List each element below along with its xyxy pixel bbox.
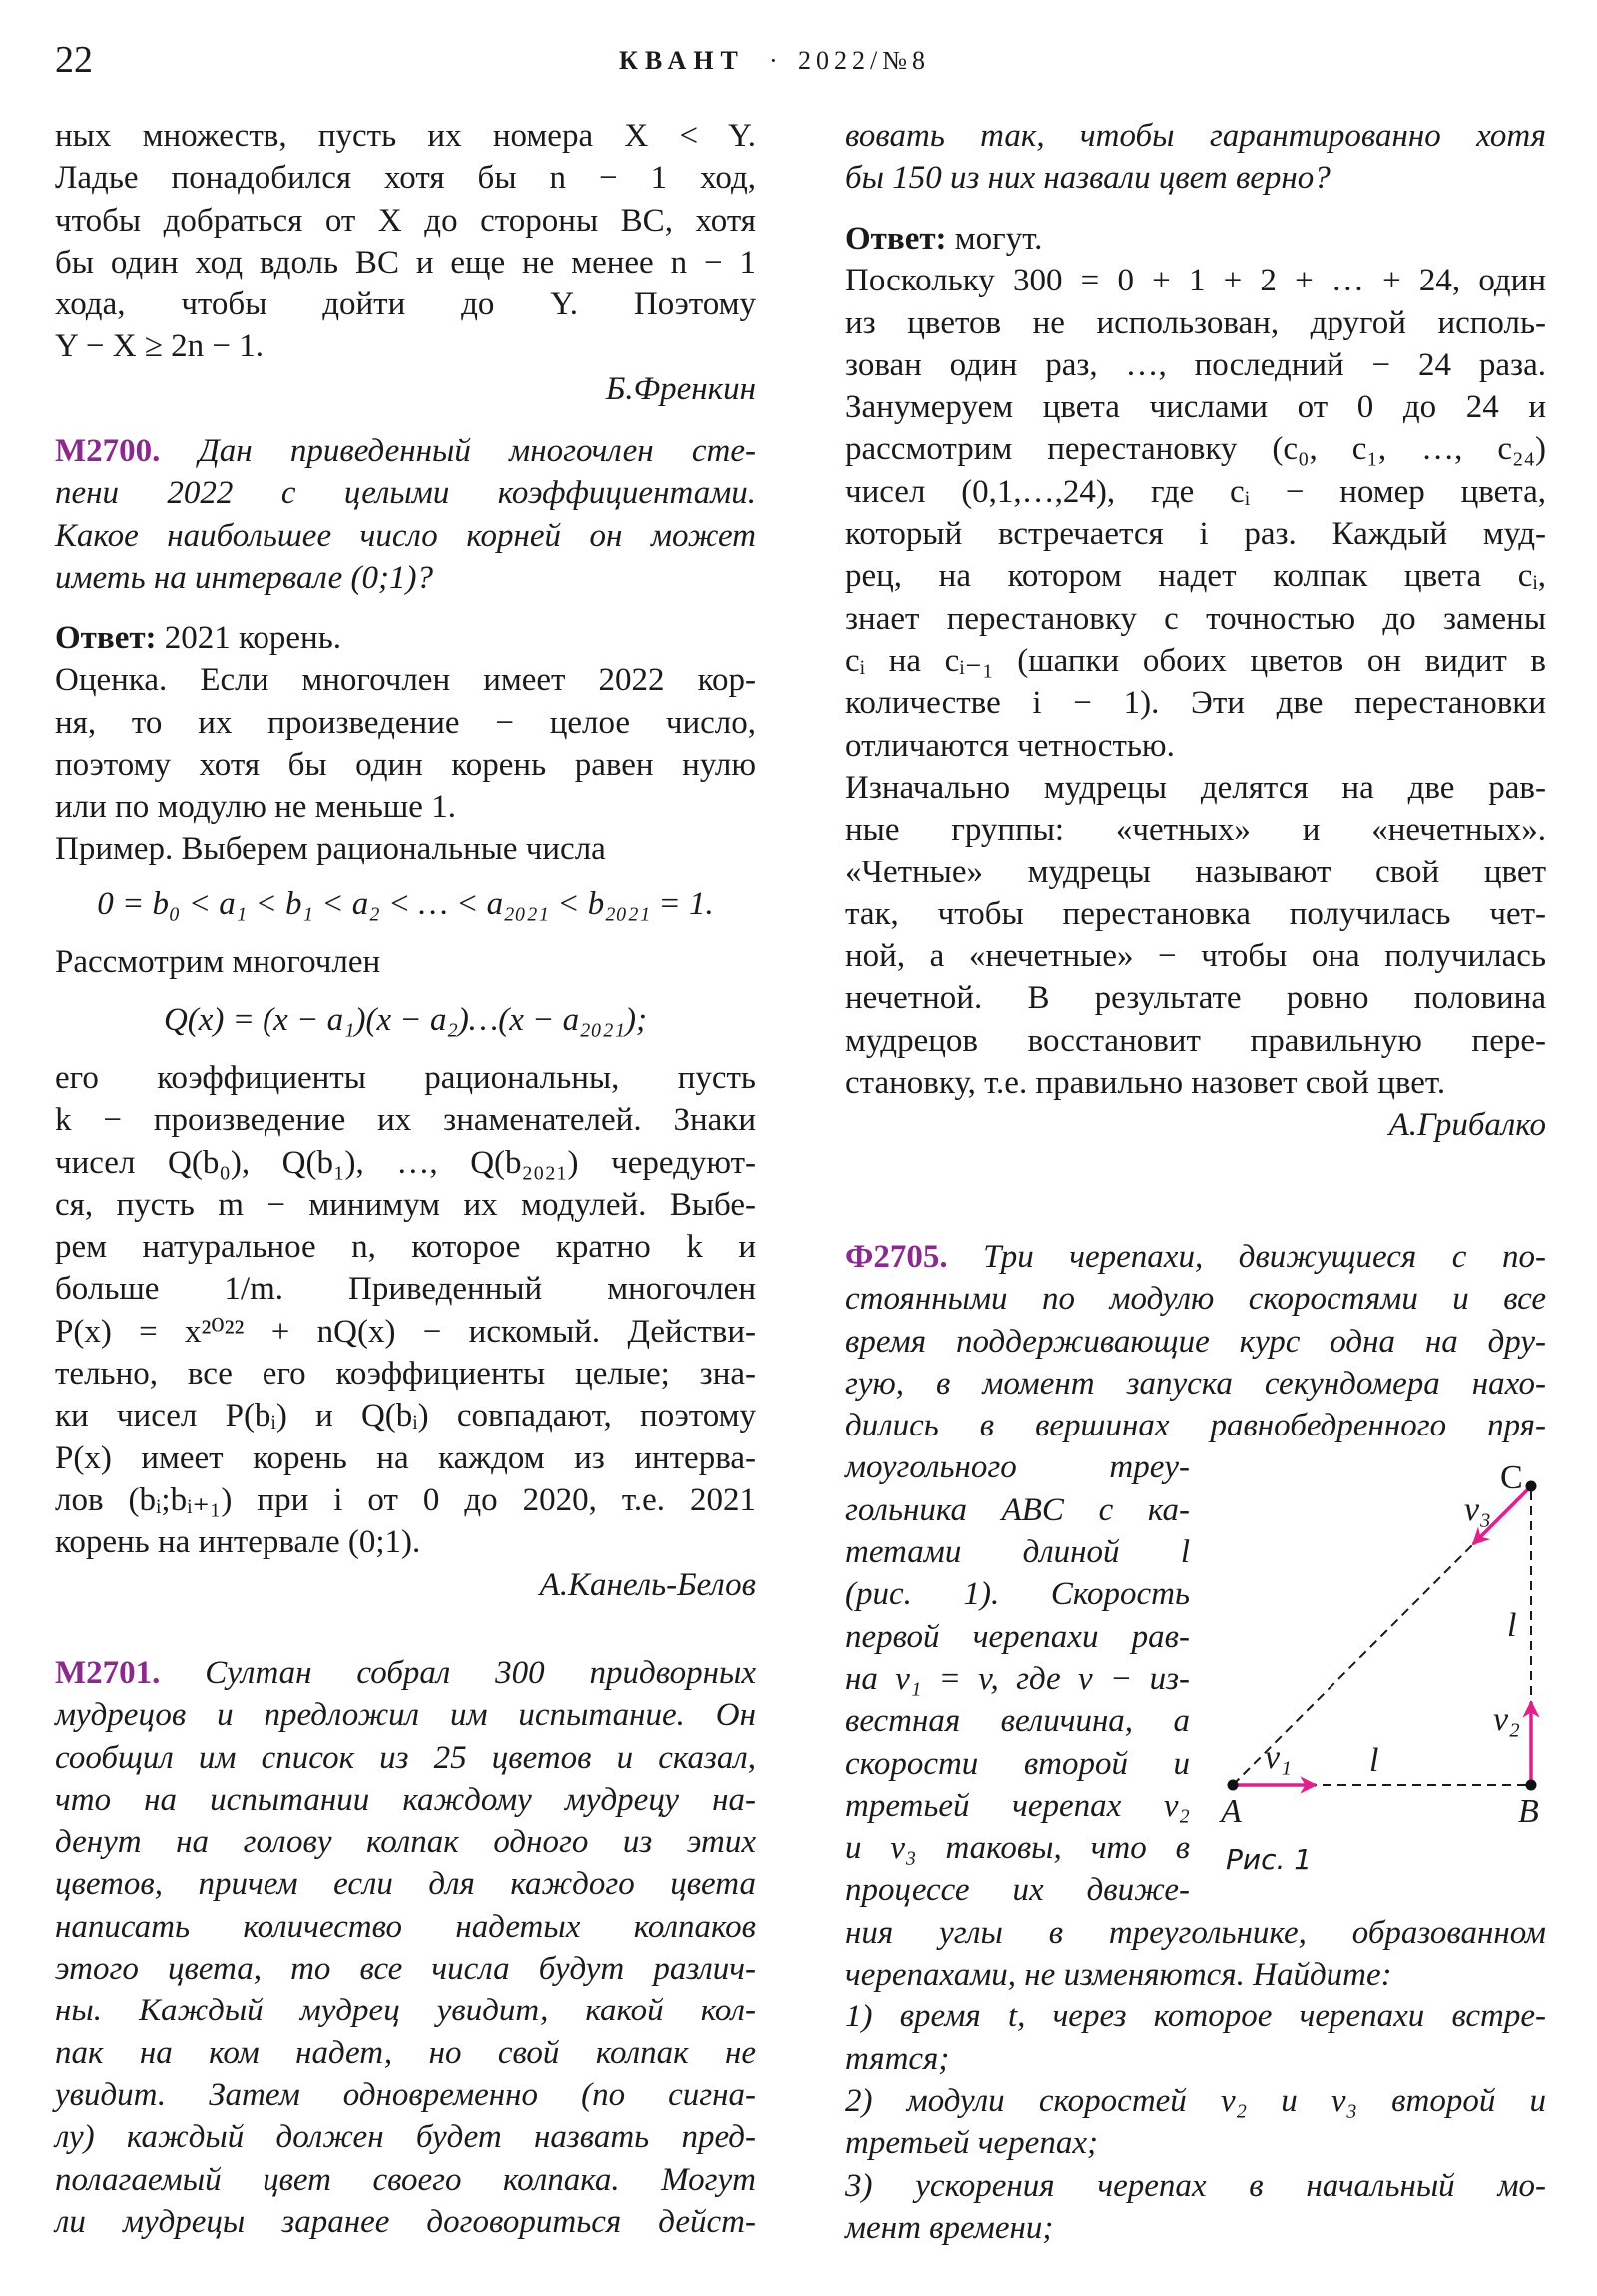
text-line: нечетной. В результате ровно половина [845,980,1546,1017]
text-line: пени 2022 с целыми коэффициентами. [55,475,756,512]
text-line: Ладье понадобился хотя бы n − 1 ход, [55,160,756,197]
text-line: мудрецов восстановит правильную пере- [845,1022,1546,1059]
text-line: знает перестановку с точностью до замены [845,600,1546,637]
problem-id-m2701: М2701. [55,1655,161,1691]
problem-m2700-solution [55,617,756,870]
text-line: черепахами, не изменяются. Найдите: [845,1957,1392,1994]
formula-ordering: 0 = b₀ < a₁ < b₁ < a₂ < … < a₂₀₂₁ < b₂₀₂₁ = 1. [97,886,714,922]
text-line: дились в вершинах равнобедренного пря- [845,1408,1546,1444]
text-line: что на испытании каждому мудрецу на- [55,1781,756,1818]
text-line: моугольного треу- [845,1449,1190,1486]
text-line: мудрецов и предложил им испытание. Он [55,1697,756,1734]
text-line: Оценка. Если многочлен имеет 2022 кор- [55,662,756,699]
narrow-text-beside-figure [845,1446,1190,1911]
text-line: становку, т.е. правильно назовет свой цвет. [845,1065,1446,1102]
answer-label: Ответ: [845,221,947,257]
issue-number: 2022/№8 [798,46,931,75]
text-line: скорости второй и [845,1745,1190,1782]
vertex-b-dot [1526,1780,1537,1791]
question-3: 3) ускорения черепах в начальный мо- [845,2167,1546,2204]
vertex-a-label: A [1221,1793,1242,1830]
problem-id-f2705: Ф2705. [845,1239,948,1275]
leg-bc-label: l [1507,1607,1517,1644]
text-line: чтобы добраться от X до стороны BC, хотя [55,202,756,239]
text-line: (рис. 1). Скорость [845,1576,1190,1613]
text-line: пак на ком надет, но свой колпак не [55,2034,756,2071]
text-line: отличаются четностью. [845,727,1175,764]
formula-q: Q(x) = (x − a₁)(x − a₂)…(x − a₂₀₂₁); [163,1002,648,1038]
page-number: 22 [55,39,93,81]
text-line: вовать так, чтобы гарантированно хотя [845,118,1546,154]
text-line: денут на голову колпак одного из этих [55,1824,756,1861]
text-line: «Четные» мудрецы называют свой цвет [845,854,1546,890]
text-line: ли мудрецы заранее договориться дейст- [55,2203,756,2240]
text-line: зован один раз, …, последний − 24 раза. [845,346,1546,383]
question-2: 2) модули скоростей v₂ и v₃ второй и [845,2082,1546,2119]
answer-value: могут. [954,221,1043,257]
problem-id-m2700: М2700. [55,433,161,469]
figure-caption: Рис. 1 [1226,1843,1313,1876]
text-line: ня, то их произведение − целое число, [55,704,756,741]
text-line: тятся; [845,2040,950,2077]
text-line: первой черепахи рав- [845,1618,1190,1655]
text-line: больше 1/m. Приведенный многочлен [55,1271,756,1308]
text-line: Султан собрал 300 придворных [205,1655,756,1691]
text-line: k − произведение их знаменателей. Знаки [55,1102,756,1139]
v1-label: v₁ [1265,1739,1292,1776]
answer-label: Ответ: [55,620,157,656]
problem-m2700-solution-cont [55,1057,756,1606]
text-line: мент времени; [845,2209,1054,2246]
leg-ab-label: l [1369,1742,1379,1779]
text-line: так, чтобы перестановка получилась чет- [845,895,1546,932]
text-line: бы один ход вдоль BC и еще не менее n − 1 [55,244,756,281]
text-line: рем натуральное n, которое кратно k и [55,1229,756,1266]
text-line: Пример. Выберем рациональные числа [55,831,606,867]
text-line: третьей черепах; [845,2125,1098,2162]
problem-m2700-statement [55,430,756,599]
text-line: Три черепахи, движущиеся с по- [983,1239,1547,1275]
v3-label: v₃ [1464,1491,1491,1528]
text-line: время поддерживающие курс одна на дру- [845,1323,1546,1360]
text-line: на v₁ = v, где v − из- [845,1660,1190,1697]
text-line: стоянными по модулю скоростями и все [845,1281,1546,1318]
continuation-paragraph [55,115,756,410]
problem-m2701-statement-cont [845,115,1546,200]
text-line: Дан приведенный многочлен сте- [198,433,757,469]
text-line: ки чисел P(bᵢ) и Q(bᵢ) совпадают, поэтому [55,1398,756,1435]
text-line: гую, в момент запуска секундомера нахо- [845,1365,1546,1402]
text-line: чисел Q(b₀), Q(b₁), …, Q(b₂₀₂₁) чередуют- [55,1144,756,1181]
text-line: поэтому хотя бы один корень равен нулю [55,746,756,783]
text-line: ния углы в треугольнике, образованном [845,1914,1546,1951]
text-line: его коэффициенты рациональны, пусть [55,1060,756,1096]
text-line: процессе их движе- [845,1872,1190,1909]
problem-m2701-solution-2 [845,767,1546,1147]
text-line: количестве i − 1). Эти две перестановки [845,685,1546,722]
text-line: ной, а «нечетные» − чтобы она получилась [845,938,1546,975]
text-line: ных множеств, пусть их номера X < Y. [55,118,756,154]
text-line: P(x) = x²⁰²² + nQ(x) − искомый. Действи- [55,1313,756,1350]
question-1: 1) время t, через которое черепахи встре- [845,1999,1546,2035]
text-line: лу) каждый должен будет назвать пред- [55,2119,756,2156]
text-line: написать количество надетых колпаков [55,1908,756,1945]
text-line: рассмотрим перестановку (c₀, c₁, …, c₂₄) [845,431,1546,468]
text-line: вестная величина, а [845,1703,1190,1740]
text-line: бы 150 из них назвали цвет верно? [845,160,1331,197]
problem-m2701-solution [845,218,1546,767]
text-line: гольника ABC с ка- [845,1491,1190,1528]
journal-title: КВАНТ [619,46,745,75]
header-separator: · [769,46,778,75]
text-line: или по модулю не меньше 1. [55,789,456,826]
problem-m2701-statement [55,1652,756,2243]
text-line: корень на интервале (0;1). [55,1524,421,1561]
text-line: ны. Каждый мудрец увидит, какой кол- [55,1993,756,2029]
consider-line: Рассмотрим многочлен [55,944,381,980]
text-line: который встречается i раз. Каждый муд- [845,516,1546,553]
text-line: полагаемый цвет своего колпака. Могут [55,2161,756,2198]
answer-value: 2021 корень. [164,620,342,656]
text-line: хода, чтобы дойти до Y. Поэтому [55,287,756,323]
text-line: лов (bᵢ;bᵢ₊₁) при i от 0 до 2020, т.е. 2021 [55,1481,756,1518]
vertex-c-dot [1526,1481,1537,1492]
author-frenkin: Б.Френкин [605,370,756,407]
text-line: иметь на интервале (0;1)? [55,559,434,596]
text-line: тельно, все его коэффициенты целые; зна- [55,1356,756,1393]
text-line: Какое наибольшее число корней он может [55,517,756,554]
text-line: Изначально мудрецы делятся на две рав- [845,770,1546,806]
text-line: этого цвета, то все числа будут различ- [55,1951,756,1988]
vertex-a-dot [1228,1780,1239,1791]
v2-label: v₂ [1493,1701,1520,1738]
text-line: цветов, причем если для каждого цвета [55,1866,756,1903]
text-line: из цветов не использован, другой исполь- [845,304,1546,341]
author-gribalko: А.Грибалко [1388,1107,1546,1144]
text-line: Y − X ≥ 2n − 1. [55,328,265,365]
text-line: ся, пусть m − минимум их модулей. Выбе- [55,1186,756,1223]
text-line: Занумеруем цвета числами от 0 до 24 и [845,389,1546,426]
text-line: третьей черепах v₂ [845,1787,1190,1824]
text-line: ные группы: «четных» и «нечетных». [845,812,1546,849]
text-line: и v₃ таковы, что в [845,1830,1190,1867]
text-line: увидит. Затем одновременно (по сигна- [55,2076,756,2113]
text-line: Поскольку 300 = 0 + 1 + 2 + … + 24, один [845,263,1546,299]
text-line: тетами длиной l [845,1534,1190,1571]
text-line: P(x) имеет корень на каждом из интерва- [55,1439,756,1476]
vertex-b-label: B [1518,1793,1539,1830]
text-line: рец, на котором надет колпак цвета cᵢ, [845,558,1546,595]
author-kanel-belov: А.Канель-Белов [539,1566,756,1603]
text-line: чисел (0,1,…,24), где cᵢ − номер цвета, [845,473,1546,510]
text-line: cᵢ на cᵢ₋₁ (шапки обоих цветов он видит в [845,642,1546,679]
text-line: сообщил им список из 25 цветов и сказал, [55,1739,756,1776]
vertex-c-label: C [1500,1459,1523,1496]
